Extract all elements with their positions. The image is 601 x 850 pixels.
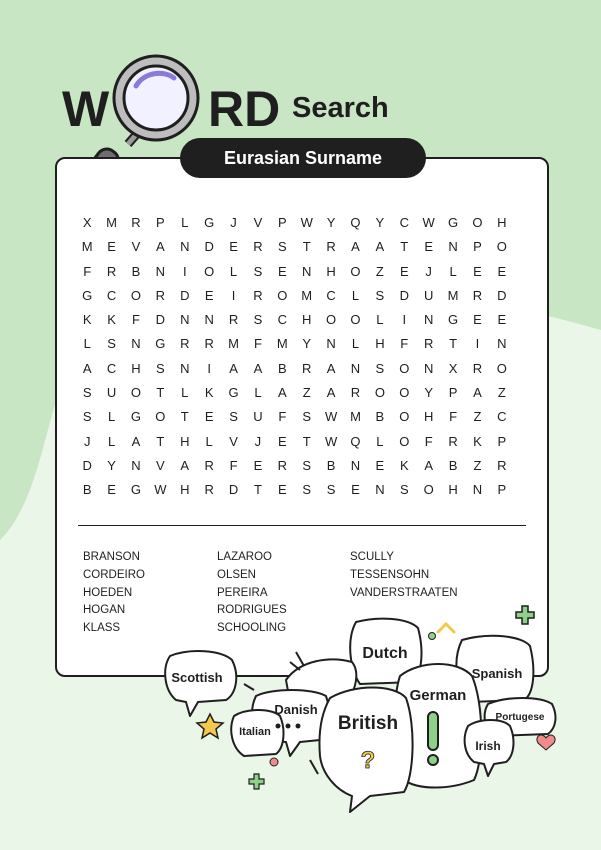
grid-letter: R bbox=[228, 312, 239, 328]
grid-letter: S bbox=[156, 360, 165, 376]
word-item: CORDEIRO bbox=[83, 568, 145, 581]
grid-letter: I bbox=[231, 287, 236, 303]
grid-letter: A bbox=[253, 360, 263, 376]
grid-letter: G bbox=[155, 336, 166, 352]
grid-letter: W bbox=[324, 433, 338, 449]
grid-letter: N bbox=[155, 263, 166, 279]
grid-letter: B bbox=[448, 457, 458, 473]
grid-letter: A bbox=[156, 239, 165, 255]
grid-letter: I bbox=[402, 312, 407, 328]
grid-letter: M bbox=[276, 336, 288, 352]
grid-letter: G bbox=[228, 385, 239, 401]
grid-letter: L bbox=[181, 215, 189, 230]
grid-letter: K bbox=[204, 385, 214, 401]
subtitle-banner: Eurasian Surname bbox=[180, 138, 426, 178]
grid-letter: T bbox=[400, 239, 409, 255]
grid-letter: B bbox=[82, 482, 92, 498]
grid-letter: N bbox=[131, 457, 141, 473]
grid-letter: F bbox=[400, 336, 409, 352]
grid-letter: V bbox=[131, 239, 141, 255]
grid-letter: N bbox=[180, 360, 190, 376]
grid-letter: V bbox=[229, 433, 238, 449]
grid-letter: D bbox=[82, 457, 92, 473]
bubble-label-italian: Italian bbox=[239, 726, 271, 738]
grid-letter: M bbox=[106, 215, 117, 230]
grid-letter: N bbox=[326, 336, 336, 352]
bubble-label-british: British bbox=[337, 713, 399, 734]
grid-letter: B bbox=[131, 263, 141, 279]
grid-letter: A bbox=[229, 360, 238, 376]
grid-letter: E bbox=[399, 263, 409, 279]
grid-letter: R bbox=[277, 457, 288, 473]
grid-letter: H bbox=[497, 215, 507, 230]
grid-letter: S bbox=[326, 482, 336, 498]
grid-letter: S bbox=[375, 287, 385, 303]
grid-letter: G bbox=[447, 312, 459, 328]
grid-letter: U bbox=[423, 287, 434, 303]
grid-letter: H bbox=[375, 336, 385, 352]
grid-letter: E bbox=[229, 239, 238, 255]
grid-letter: O bbox=[399, 360, 410, 376]
grid-letter: N bbox=[423, 312, 434, 328]
grid-letter: E bbox=[375, 457, 385, 473]
grid-letter: D bbox=[204, 239, 214, 255]
grid-letter: X bbox=[448, 360, 458, 376]
grid-letter: H bbox=[302, 312, 312, 328]
grid-letter: S bbox=[253, 312, 263, 328]
grid-letter: N bbox=[350, 457, 361, 473]
grid-letter: O bbox=[277, 287, 288, 303]
word-item: HOGAN bbox=[83, 604, 126, 617]
grid-letter: E bbox=[277, 482, 287, 498]
grid-letter: L bbox=[181, 385, 189, 401]
grid-letter: R bbox=[472, 360, 483, 376]
grid-letter: A bbox=[277, 385, 287, 401]
grid-letter: A bbox=[180, 457, 190, 473]
grid-letter: S bbox=[375, 360, 385, 376]
grid-letter: Z bbox=[497, 385, 506, 401]
grid-letter: E bbox=[351, 482, 360, 498]
grid-letter: R bbox=[106, 263, 117, 279]
grid-letter: C bbox=[277, 312, 288, 328]
grid-letter: W bbox=[300, 215, 313, 230]
grid-letter: L bbox=[351, 336, 360, 352]
grid-letter: N bbox=[131, 336, 141, 352]
grid-letter: C bbox=[106, 287, 117, 303]
word-item: VANDERSTRAATEN bbox=[350, 586, 458, 599]
bubble-label-scottish: Scottish bbox=[171, 670, 223, 685]
grid-letter: W bbox=[422, 215, 435, 230]
bubble-label-irish: Irish bbox=[475, 739, 501, 753]
grid-letter: O bbox=[374, 385, 385, 401]
grid-letter: F bbox=[253, 336, 262, 352]
grid-letter: L bbox=[449, 263, 457, 279]
grid-letter: Y bbox=[375, 215, 385, 230]
grid-letter: Y bbox=[424, 385, 433, 401]
grid-letter: N bbox=[497, 336, 507, 352]
grid-letter: U bbox=[106, 385, 117, 401]
grid-letter: M bbox=[350, 409, 361, 425]
grid-letter: N bbox=[350, 360, 361, 376]
grid-letter: T bbox=[449, 336, 458, 352]
grid-letter: E bbox=[204, 409, 214, 425]
grid-letter: F bbox=[83, 263, 92, 279]
grid-letter: F bbox=[229, 457, 238, 473]
grid-letter: H bbox=[180, 433, 190, 449]
grid-letter: S bbox=[82, 409, 92, 425]
grid-letter: Y bbox=[326, 215, 336, 230]
grid-letter: R bbox=[497, 457, 507, 473]
word-item: BRANSON bbox=[83, 551, 140, 563]
grid-letter: E bbox=[277, 433, 287, 449]
grid-letter: N bbox=[302, 263, 312, 279]
grid-letter: L bbox=[229, 263, 238, 279]
grid-letter: N bbox=[375, 482, 385, 498]
grid-letter: N bbox=[180, 312, 190, 328]
plus-icon bbox=[516, 606, 534, 624]
grid-letter: L bbox=[83, 336, 91, 352]
grid-letter: G bbox=[447, 215, 459, 230]
grid-letter: D bbox=[180, 287, 190, 303]
grid-letter: H bbox=[423, 409, 434, 425]
word-list-column-1 bbox=[83, 549, 145, 638]
grid-letter: T bbox=[253, 482, 262, 498]
grid-letter: J bbox=[425, 263, 432, 279]
grid-letter: L bbox=[107, 433, 116, 449]
grid-letter: S bbox=[302, 409, 312, 425]
grid-letter: K bbox=[473, 433, 482, 449]
word-item: OLSEN bbox=[217, 568, 256, 581]
grid-letter: M bbox=[81, 239, 93, 255]
grid-letter: A bbox=[375, 239, 385, 255]
grid-letter: R bbox=[180, 336, 190, 352]
grid-letter: M bbox=[228, 336, 239, 352]
grid-letter: G bbox=[82, 287, 93, 303]
grid-letter: T bbox=[180, 409, 189, 425]
grid-letter: K bbox=[399, 457, 409, 473]
bubble-label-portugese: Portugese bbox=[495, 712, 545, 723]
grid-letter: T bbox=[302, 433, 311, 449]
word-item: TESSENSOHN bbox=[350, 568, 430, 581]
grid-letter: R bbox=[204, 482, 214, 498]
grid-letter: E bbox=[107, 239, 116, 255]
word-item: SCULLY bbox=[350, 551, 394, 563]
grid-letter: X bbox=[82, 215, 92, 230]
grid-letter: Y bbox=[107, 457, 116, 473]
grid-letter: A bbox=[82, 360, 92, 376]
grid-letter: O bbox=[399, 409, 410, 425]
grid-letter: T bbox=[156, 433, 165, 449]
heart-icon bbox=[537, 735, 555, 750]
title-letter-w: W bbox=[62, 81, 110, 137]
bubble-label-german: German bbox=[409, 687, 467, 704]
grid-letter: J bbox=[254, 433, 262, 449]
grid-letter: O bbox=[130, 385, 142, 401]
word-item: LAZAROO bbox=[217, 551, 272, 563]
grid-letter: Z bbox=[473, 457, 482, 473]
grid-letter: R bbox=[131, 215, 141, 230]
grid-letter: P bbox=[277, 215, 287, 230]
grid-letter: O bbox=[350, 312, 361, 328]
grid-letter: S bbox=[253, 263, 263, 279]
grid-letter: E bbox=[497, 312, 507, 328]
grid-letter: R bbox=[253, 239, 263, 255]
grid-letter: E bbox=[253, 457, 263, 473]
grid-letter: L bbox=[376, 312, 384, 328]
grid-letter: L bbox=[376, 433, 384, 449]
grid-letter: L bbox=[107, 409, 116, 425]
grid-letter: F bbox=[449, 409, 458, 425]
title-letters-rd: RD bbox=[208, 81, 281, 137]
grid-letter: Z bbox=[375, 263, 384, 279]
grid-letter: H bbox=[131, 360, 141, 376]
grid-letter: L bbox=[351, 287, 360, 303]
grid-letter: O bbox=[204, 263, 215, 279]
grid-letter: S bbox=[302, 482, 312, 498]
grid-letter: B bbox=[326, 457, 336, 473]
grid-letter: Y bbox=[302, 336, 312, 352]
grid-letter: O bbox=[130, 287, 142, 303]
grid-letter: R bbox=[472, 287, 483, 303]
grid-letter: H bbox=[180, 482, 190, 498]
grid-letter: Q bbox=[350, 215, 361, 230]
grid-letter: E bbox=[424, 239, 433, 255]
grid-letter: D bbox=[228, 482, 239, 498]
grid-letter: B bbox=[375, 409, 385, 425]
grid-letter: I bbox=[182, 263, 187, 279]
grid-letter: O bbox=[350, 263, 361, 279]
grid-letter: S bbox=[277, 239, 287, 255]
grid-letter: S bbox=[229, 409, 238, 425]
word-item: SCHOOLING bbox=[217, 622, 287, 635]
grid-letter: R bbox=[204, 336, 214, 352]
grid-letter: F bbox=[278, 409, 287, 425]
grid-letter: A bbox=[424, 457, 433, 473]
grid-letter: P bbox=[497, 433, 507, 449]
grid-letter: P bbox=[497, 482, 507, 498]
grid-letter: V bbox=[253, 215, 263, 230]
grid-letter: N bbox=[472, 482, 483, 498]
grid-letter: C bbox=[497, 409, 507, 425]
grid-letter: J bbox=[230, 215, 237, 230]
bubble-label-spanish: Spanish bbox=[471, 666, 523, 681]
grid-letter: R bbox=[448, 433, 458, 449]
grid-letter: A bbox=[326, 360, 336, 376]
grid-letter: R bbox=[350, 385, 361, 401]
grid-letter: T bbox=[302, 239, 311, 255]
dot-icon bbox=[270, 758, 278, 766]
grid-letter: O bbox=[472, 215, 483, 230]
grid-letter: P bbox=[473, 239, 482, 255]
grid-letter: N bbox=[180, 239, 190, 255]
grid-letter: U bbox=[253, 409, 263, 425]
bubble-label-danish: Danish bbox=[274, 702, 318, 717]
grid-letter: R bbox=[204, 457, 214, 473]
grid-letter: N bbox=[448, 239, 458, 255]
grid-letter: E bbox=[204, 287, 214, 303]
dot-icon bbox=[429, 633, 436, 640]
grid-letter: L bbox=[205, 433, 213, 449]
language-bubbles bbox=[150, 590, 601, 850]
grid-letter: A bbox=[351, 239, 360, 255]
word-item: PEREIRA bbox=[217, 586, 268, 599]
grid-letter: G bbox=[204, 215, 215, 230]
grid-letter: R bbox=[326, 239, 336, 255]
grid-letter: F bbox=[424, 433, 433, 449]
grid-letter: F bbox=[132, 312, 140, 328]
grid-letter: T bbox=[156, 385, 165, 401]
grid-letter: C bbox=[106, 360, 117, 376]
grid-letter: O bbox=[399, 385, 410, 401]
grid-letter: M bbox=[301, 287, 313, 303]
grid-letter: I bbox=[475, 336, 480, 352]
grid-letter: E bbox=[277, 263, 287, 279]
word-item: HOEDEN bbox=[83, 586, 133, 599]
letter-grid bbox=[75, 211, 514, 503]
grid-letter: P bbox=[156, 215, 165, 230]
grid-letter: A bbox=[326, 385, 336, 401]
grid-letter: V bbox=[156, 457, 165, 473]
grid-letter: E bbox=[497, 263, 507, 279]
grid-letter: P bbox=[448, 385, 458, 401]
grid-letter: A bbox=[473, 385, 482, 401]
grid-letter: W bbox=[154, 482, 167, 498]
grid-letter: G bbox=[130, 482, 142, 498]
grid-letter: N bbox=[204, 312, 214, 328]
grid-letter: K bbox=[82, 312, 92, 328]
grid-letter: O bbox=[399, 433, 410, 449]
grid-letter: N bbox=[423, 360, 434, 376]
grid-letter: D bbox=[399, 287, 409, 303]
grid-letter: A bbox=[131, 433, 141, 449]
title-search: Search bbox=[292, 92, 389, 124]
grid-letter: E bbox=[473, 312, 482, 328]
question-mark: ? bbox=[360, 747, 376, 774]
grid-letter: K bbox=[107, 312, 116, 328]
grid-letter: O bbox=[423, 482, 434, 498]
word-item: KLASS bbox=[83, 622, 121, 635]
bubble-label-dutch: Dutch bbox=[362, 645, 408, 662]
grid-letter: J bbox=[83, 433, 91, 449]
grid-letter: O bbox=[326, 312, 337, 328]
grid-letter: B bbox=[277, 360, 287, 376]
grid-letter: S bbox=[82, 385, 92, 401]
divider bbox=[78, 525, 526, 526]
grid-letter: S bbox=[302, 457, 312, 473]
grid-letter: M bbox=[447, 287, 459, 303]
exclamation-icon bbox=[428, 712, 438, 750]
grid-letter: I bbox=[207, 360, 211, 376]
grid-letter: O bbox=[496, 360, 507, 376]
grid-letter: O bbox=[496, 239, 507, 255]
grid-letter: Z bbox=[302, 385, 311, 401]
chevron-icon bbox=[438, 624, 454, 632]
grid-letter: O bbox=[155, 409, 166, 425]
grid-letter: H bbox=[448, 482, 458, 498]
grid-letter: L bbox=[254, 385, 262, 401]
grid-letter: G bbox=[130, 409, 142, 425]
grid-letter: S bbox=[107, 336, 116, 352]
grid-letter: Z bbox=[473, 409, 482, 425]
grid-letter: R bbox=[155, 287, 166, 303]
grid-letter: R bbox=[423, 336, 434, 352]
grid-letter: R bbox=[302, 360, 312, 376]
grid-letter: R bbox=[253, 287, 263, 303]
grid-letter: D bbox=[497, 287, 507, 303]
grid-letter: Q bbox=[350, 433, 361, 449]
star-icon bbox=[197, 714, 223, 738]
grid-letter: W bbox=[324, 409, 338, 425]
word-item: RODRIGUES bbox=[217, 604, 287, 617]
grid-letter: E bbox=[473, 263, 482, 279]
plus-icon bbox=[249, 774, 264, 789]
grid-letter: C bbox=[399, 215, 409, 230]
grid-letter: C bbox=[326, 287, 336, 303]
grid-letter: H bbox=[326, 263, 336, 279]
grid-letter: S bbox=[399, 482, 409, 498]
grid-letter: E bbox=[107, 482, 116, 498]
grid-letter: D bbox=[155, 312, 166, 328]
